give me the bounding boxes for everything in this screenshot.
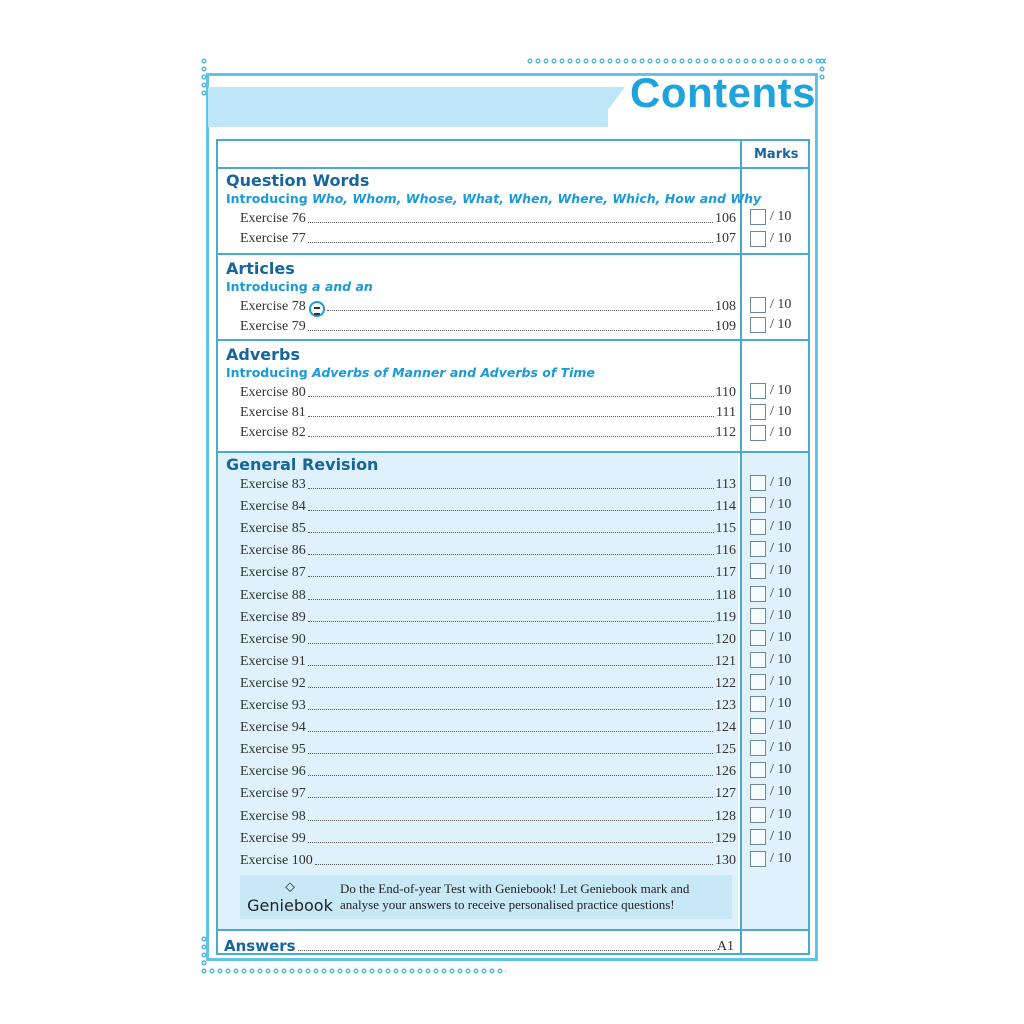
exercise-row[interactable]	[240, 851, 736, 869]
mark-box[interactable]	[750, 740, 766, 756]
dot-leader	[308, 532, 714, 533]
subtitle-prefix: Introducing	[226, 279, 313, 294]
exercise-row[interactable]	[240, 563, 736, 581]
dot-leader	[308, 242, 713, 243]
mark-box[interactable]	[750, 317, 766, 333]
exercise-row[interactable]	[240, 403, 736, 421]
page-number: 124	[715, 720, 736, 736]
geniebook-logo	[240, 880, 340, 915]
mark-entry	[750, 628, 810, 648]
mark-box[interactable]	[750, 541, 766, 557]
answers-label: Answers	[224, 937, 296, 955]
mark-entry	[750, 738, 810, 758]
dot-leader	[327, 310, 713, 311]
mark-box[interactable]	[750, 630, 766, 646]
mark-entry	[750, 650, 810, 670]
bottom-dotted-border	[200, 967, 506, 975]
mark-entry	[750, 295, 810, 315]
page-number: 120	[715, 631, 736, 647]
subtitle-topics: a and an	[312, 279, 373, 294]
mark-entry	[750, 539, 810, 559]
geniebook-lamp-icon: ⬦	[285, 878, 295, 895]
exercise-label: Exercise 100	[240, 852, 313, 868]
mark-box[interactable]	[750, 209, 766, 225]
mark-out-of: / 10	[770, 651, 792, 667]
mark-box[interactable]	[750, 231, 766, 247]
geniebook-badge-icon	[309, 301, 325, 317]
page-number: 107	[715, 231, 736, 246]
dot-leader	[308, 599, 714, 600]
geniebook-message-line: analyse your answers to receive personalised practice questions!	[340, 897, 675, 912]
exercise-row[interactable]	[240, 784, 736, 802]
exercise-row[interactable]	[240, 674, 736, 692]
mark-entry	[750, 672, 810, 692]
page-number: 119	[715, 609, 736, 625]
mark-entry	[750, 473, 810, 493]
mark-out-of: / 10	[770, 497, 792, 513]
subtitle-topics: Adverbs of Manner and Adverbs of Time	[312, 365, 595, 380]
mark-box[interactable]	[750, 674, 766, 690]
mark-out-of: / 10	[770, 585, 792, 601]
dot-leader	[308, 416, 714, 417]
page-number: 117	[715, 565, 736, 581]
exercise-label: Exercise 77	[240, 231, 306, 246]
page-number: 106	[715, 211, 736, 226]
dot-leader	[308, 222, 713, 223]
title-band-edge	[595, 87, 625, 127]
mark-box[interactable]	[750, 762, 766, 778]
mark-out-of: / 10	[770, 850, 792, 866]
exercise-label: Exercise 82	[240, 425, 306, 440]
page-number: 122	[715, 675, 736, 691]
mark-box[interactable]	[750, 425, 766, 441]
dot-leader	[308, 488, 714, 489]
mark-box[interactable]	[750, 497, 766, 513]
mark-box[interactable]	[750, 586, 766, 602]
page-number: 126	[715, 764, 736, 780]
page-number: 109	[715, 319, 736, 334]
exercise-label: Exercise 99	[240, 830, 306, 846]
mark-entry	[750, 423, 810, 443]
mark-out-of: / 10	[770, 209, 792, 224]
mark-entry	[750, 694, 810, 714]
exercise-row[interactable]	[240, 209, 736, 227]
mark-out-of: / 10	[770, 673, 792, 689]
mark-out-of: / 10	[770, 404, 792, 419]
mark-out-of: / 10	[770, 519, 792, 535]
page-number: 108	[715, 299, 736, 314]
answers-row[interactable]	[224, 935, 734, 955]
exercise-label: Exercise 78	[240, 299, 306, 314]
exercise-label: Exercise 84	[240, 499, 306, 515]
mark-box[interactable]	[750, 608, 766, 624]
exercise-label: Exercise 97	[240, 786, 306, 802]
mark-out-of: / 10	[770, 828, 792, 844]
dot-leader	[308, 709, 713, 710]
mark-entry	[750, 606, 810, 626]
exercise-row[interactable]	[240, 696, 736, 714]
mark-entry	[750, 805, 810, 825]
exercise-label: Exercise 89	[240, 609, 306, 625]
exercise-row[interactable]	[240, 718, 736, 736]
exercise-label: Exercise 88	[240, 587, 306, 603]
page-number: 111	[716, 405, 736, 420]
exercise-row[interactable]	[240, 762, 736, 780]
exercise-label: Exercise 85	[240, 521, 306, 537]
exercise-row[interactable]	[240, 829, 736, 847]
page-number: 127	[715, 786, 736, 802]
mark-entry	[750, 584, 810, 604]
page-number: 114	[715, 499, 736, 515]
exercise-label: Exercise 83	[240, 477, 306, 492]
geniebook-banner[interactable]	[240, 875, 732, 919]
page-number: 110	[715, 385, 736, 400]
mark-entry	[750, 381, 810, 401]
dot-leader	[308, 753, 713, 754]
exercise-row[interactable]	[240, 317, 736, 335]
mark-out-of: / 10	[770, 317, 792, 332]
exercise-row[interactable]	[240, 383, 736, 401]
mark-out-of: / 10	[770, 563, 792, 579]
dot-leader	[308, 643, 713, 644]
mark-box[interactable]	[750, 807, 766, 823]
mark-entry	[750, 561, 810, 581]
exercise-row[interactable]	[240, 807, 736, 825]
mark-out-of: / 10	[770, 231, 792, 246]
page-number: 125	[715, 742, 736, 758]
exercise-row[interactable]	[240, 519, 736, 537]
dot-leader	[308, 731, 713, 732]
exercise-row[interactable]	[240, 229, 736, 247]
exercise-label: Exercise 92	[240, 675, 306, 691]
exercise-row[interactable]	[240, 423, 736, 441]
geniebook-message-line: Do the End-of-year Test with Geniebook! Let Geniebook mark and	[340, 881, 690, 896]
dot-leader	[308, 797, 713, 798]
exercise-row[interactable]	[240, 586, 736, 604]
mark-out-of: / 10	[770, 297, 792, 312]
subtitle-prefix: Introducing	[226, 365, 313, 380]
mark-out-of: / 10	[770, 475, 792, 490]
mark-box[interactable]	[750, 829, 766, 845]
exercise-row[interactable]	[240, 475, 736, 493]
mark-entry	[750, 207, 810, 227]
mark-box[interactable]	[750, 563, 766, 579]
mark-out-of: / 10	[770, 383, 792, 398]
exercise-label: Exercise 81	[240, 405, 306, 420]
mark-box[interactable]	[750, 851, 766, 867]
section-title-question-words: Question Words	[226, 171, 370, 190]
mark-out-of: / 10	[770, 784, 792, 800]
mark-entry	[750, 315, 810, 335]
exercise-row[interactable]	[240, 630, 736, 648]
page-number: 129	[715, 830, 736, 846]
page-number: 121	[715, 653, 736, 669]
mark-entry	[750, 229, 810, 249]
dot-leader	[308, 842, 713, 843]
mark-entry	[750, 495, 810, 515]
section-title-general-revision: General Revision	[226, 455, 379, 474]
exercise-row[interactable]	[240, 608, 736, 626]
mark-entry	[750, 782, 810, 802]
mark-box[interactable]	[750, 383, 766, 399]
contents-page	[200, 55, 826, 975]
dot-leader	[308, 330, 713, 331]
answers-divider	[218, 929, 808, 931]
mark-out-of: / 10	[770, 718, 792, 734]
mark-box[interactable]	[750, 475, 766, 491]
dot-leader	[308, 576, 714, 577]
mark-out-of: / 10	[770, 629, 792, 645]
exercise-label: Exercise 98	[240, 808, 306, 824]
section-divider	[218, 451, 808, 453]
dot-leader	[308, 621, 714, 622]
subtitle-topics: Who, Whom, Whose, What, When, Where, Which, How and Why	[312, 191, 762, 206]
answers-page: A1	[716, 939, 734, 954]
dot-leader	[308, 396, 714, 397]
section-subtitle	[226, 279, 373, 294]
mark-out-of: / 10	[770, 541, 792, 557]
exercise-label: Exercise 90	[240, 631, 306, 647]
mark-box[interactable]	[750, 718, 766, 734]
mark-out-of: / 10	[770, 762, 792, 778]
section-title-articles: Articles	[226, 259, 295, 278]
dot-leader	[308, 665, 713, 666]
dot-leader	[308, 687, 713, 688]
mark-box[interactable]	[750, 696, 766, 712]
mark-box[interactable]	[750, 404, 766, 420]
mark-entry	[750, 849, 810, 869]
section-subtitle	[226, 365, 595, 380]
exercise-label: Exercise 91	[240, 653, 306, 669]
section-divider	[218, 253, 808, 255]
mark-out-of: / 10	[770, 425, 792, 440]
mark-box[interactable]	[750, 519, 766, 535]
section-title-adverbs: Adverbs	[226, 345, 300, 364]
page-number: 115	[715, 521, 736, 537]
page-number: 123	[715, 698, 736, 713]
right-dotted-border	[818, 57, 826, 81]
page-title: Contents	[630, 69, 816, 116]
exercise-label: Exercise 94	[240, 720, 306, 736]
exercise-label: Exercise 95	[240, 742, 306, 758]
page-number: 118	[715, 587, 736, 603]
mark-entry	[750, 827, 810, 847]
exercise-row[interactable]	[240, 740, 736, 758]
dot-leader	[308, 820, 713, 821]
geniebook-message	[340, 881, 689, 913]
top-dotted-border	[526, 57, 826, 65]
mark-out-of: / 10	[770, 696, 792, 711]
dot-leader	[308, 554, 714, 555]
mark-out-of: / 10	[770, 607, 792, 623]
exercise-row[interactable]	[240, 297, 736, 315]
dot-leader	[298, 950, 715, 951]
page-number: 128	[715, 808, 736, 824]
mark-entry	[750, 517, 810, 537]
title-band	[208, 87, 608, 127]
section-subtitle	[226, 191, 761, 206]
exercise-label: Exercise 86	[240, 543, 306, 559]
page-number: 112	[715, 425, 736, 440]
dot-leader	[308, 436, 714, 437]
page-number: 116	[715, 543, 736, 559]
subtitle-prefix: Introducing	[226, 191, 313, 206]
exercise-row[interactable]	[240, 541, 736, 559]
exercise-label: Exercise 80	[240, 385, 306, 400]
contents-table	[216, 139, 810, 955]
exercise-label: Exercise 76	[240, 211, 306, 226]
exercise-row[interactable]	[240, 652, 736, 670]
mark-box[interactable]	[750, 784, 766, 800]
mark-box[interactable]	[750, 652, 766, 668]
mark-out-of: / 10	[770, 806, 792, 822]
exercise-label: Exercise 96	[240, 764, 306, 780]
mark-entry	[750, 716, 810, 736]
dot-leader	[308, 510, 714, 511]
marks-column-divider	[740, 141, 742, 953]
mark-box[interactable]	[750, 297, 766, 313]
mark-out-of: / 10	[770, 740, 792, 756]
exercise-label: Exercise 87	[240, 565, 306, 581]
mark-entry	[750, 402, 810, 422]
exercise-label: Exercise 93	[240, 698, 306, 713]
page-number: 130	[715, 852, 736, 868]
dot-leader	[308, 775, 713, 776]
mark-entry	[750, 760, 810, 780]
dot-leader	[315, 864, 713, 865]
header-divider	[218, 167, 808, 169]
geniebook-logo-text: Geniebook	[247, 895, 333, 915]
section-divider	[218, 339, 808, 341]
page-number: 113	[715, 477, 736, 492]
exercise-label: Exercise 79	[240, 319, 306, 334]
marks-header: Marks	[754, 147, 799, 162]
exercise-row[interactable]	[240, 497, 736, 515]
